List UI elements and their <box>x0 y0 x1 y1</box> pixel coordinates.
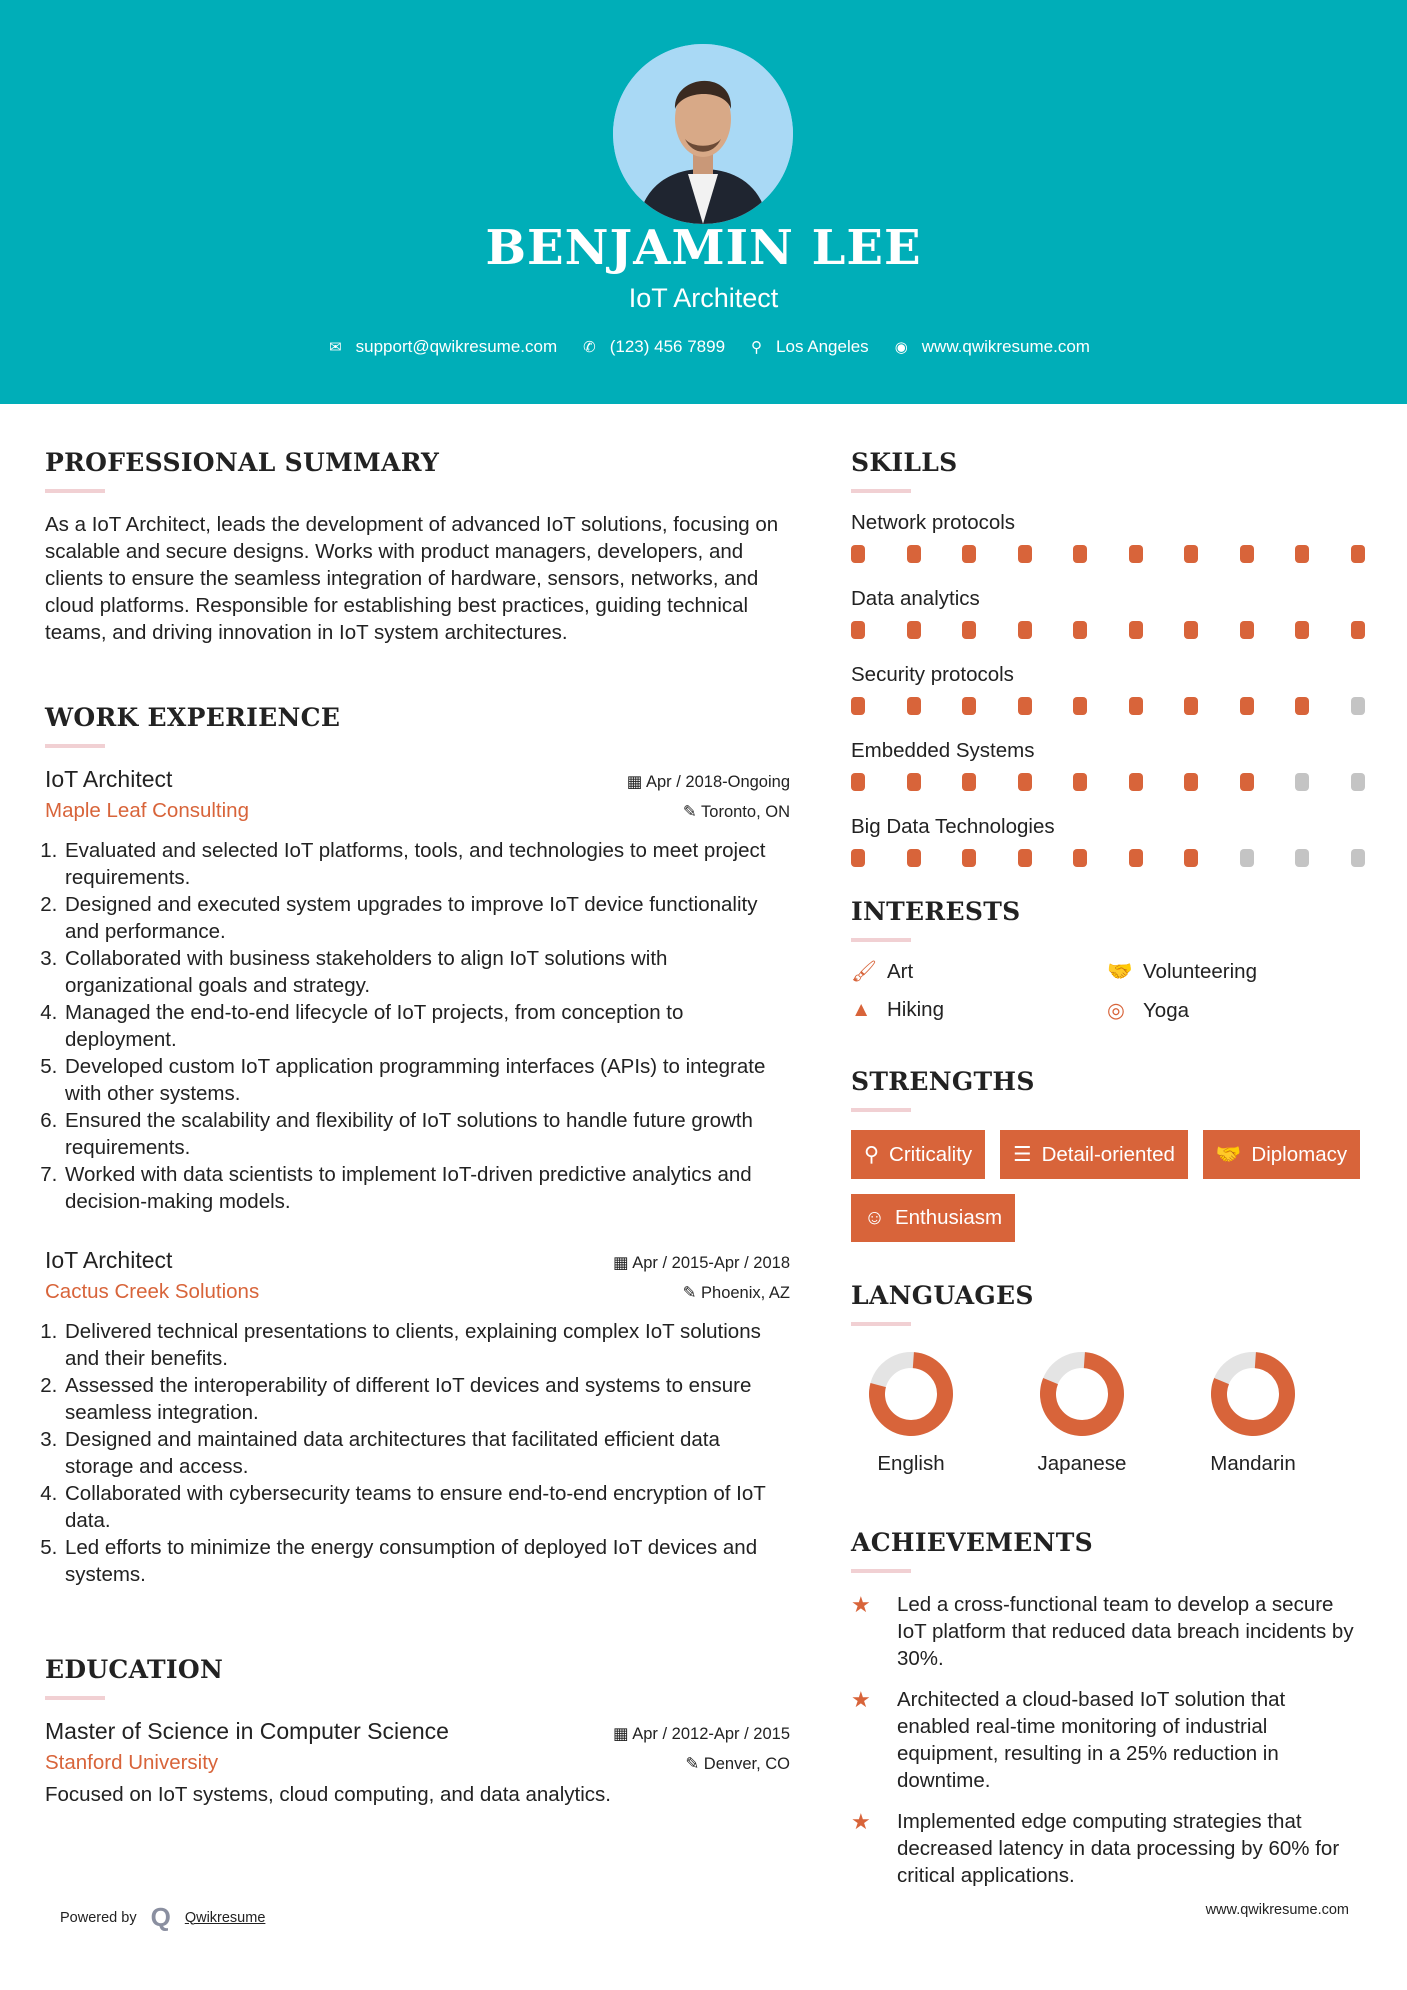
work-experience-section <box>45 703 790 1588</box>
title-underline <box>45 1696 105 1700</box>
star-icon: ★ <box>851 1592 871 1617</box>
job-bullet: 6. Ensured the scalability and flexibility of IoT solutions to handle future growth requirements. <box>63 1107 790 1161</box>
header <box>0 0 1407 404</box>
section-title: WORK EXPERIENCE <box>45 703 341 732</box>
map-pin-icon: ⚲ <box>751 339 763 356</box>
skill-dot-filled <box>851 545 865 563</box>
achievement-text: Architected a cloud-based IoT solution that enabled real-time monitoring of industrial equipment, resulting in a 25% reduction in downtime. <box>897 1688 1286 1792</box>
language-name: Mandarin <box>1210 1452 1296 1475</box>
skill-dot-filled <box>851 697 865 715</box>
skill-dot-empty <box>1295 849 1309 867</box>
skill-rating <box>851 545 1371 565</box>
phone-text: (123) 456 7899 <box>609 337 726 356</box>
skill-dot-empty <box>1351 849 1365 867</box>
skill-dot-filled <box>1073 773 1087 791</box>
skill-dot-filled <box>1240 545 1254 563</box>
star-icon: ★ <box>851 1809 871 1834</box>
job-bullets <box>45 1318 790 1588</box>
skill-name: Data analytics <box>851 587 980 610</box>
job-bullet: 2. Assessed the interoperability of different IoT devices and systems to ensure seamless integration. <box>63 1372 790 1426</box>
star-icon: ★ <box>851 1687 871 1712</box>
language-item <box>1193 1350 1364 1476</box>
title-underline <box>851 1108 911 1112</box>
achievement-text: Implemented edge computing strategies that decreased latency in data processing by 60% for critical applications. <box>897 1810 1340 1887</box>
section-title: EDUCATION <box>45 1655 224 1684</box>
skill-rating <box>851 773 1371 793</box>
job-bullets <box>45 837 790 1215</box>
section-title: SKILLS <box>851 448 958 477</box>
skill-dot-filled <box>1018 697 1032 715</box>
section-title: INTERESTS <box>851 897 1021 926</box>
skill-dot-filled <box>907 545 921 563</box>
skill-dot-filled <box>1129 697 1143 715</box>
interest-label: Volunteering <box>1143 960 1257 983</box>
language-donut <box>1209 1350 1297 1438</box>
education-location: Denver, CO <box>703 1755 790 1773</box>
section-title: STRENGTHS <box>851 1067 1035 1096</box>
language-name: English <box>877 1452 945 1475</box>
globe-icon: ◉ <box>894 339 908 356</box>
title-underline <box>851 938 911 942</box>
education-section <box>45 1655 790 1808</box>
interest-item <box>851 998 1107 1023</box>
contact-bar <box>0 337 1407 357</box>
skill-dot-filled <box>1295 545 1309 563</box>
pin-icon: ✎ <box>682 803 702 821</box>
skill-dot-filled <box>1295 697 1309 715</box>
skill-dot-filled <box>962 621 976 639</box>
skill-dot-filled <box>1018 773 1032 791</box>
skill-dot-filled <box>1295 621 1309 639</box>
skill-dot-filled <box>1129 773 1143 791</box>
title-underline <box>45 744 105 748</box>
calendar-icon: ▦ <box>612 1254 633 1272</box>
skill-dot-empty <box>1240 849 1254 867</box>
website-link[interactable]: www.qwikresume.com <box>921 337 1090 356</box>
language-donut <box>1038 1350 1126 1438</box>
achievement-item <box>851 1808 1361 1889</box>
interest-item <box>851 960 1107 984</box>
degree: Master of Science in Computer Science <box>45 1718 449 1744</box>
skill-dot-filled <box>907 621 921 639</box>
achievements-section <box>851 1528 1361 1903</box>
skill-dot-filled <box>907 849 921 867</box>
interests-section <box>851 897 1371 1023</box>
search-icon: ⚲ <box>864 1143 880 1166</box>
section-title: ACHIEVEMENTS <box>851 1528 1093 1557</box>
skill-rating <box>851 697 1371 717</box>
skill-dot-filled <box>907 773 921 791</box>
section-title: PROFESSIONAL SUMMARY <box>45 448 440 477</box>
achievement-item <box>851 1591 1361 1672</box>
skill-dot-filled <box>1073 697 1087 715</box>
job-location: Toronto, ON <box>701 803 790 821</box>
skill-dot-filled <box>1184 773 1198 791</box>
title-underline <box>851 1569 911 1573</box>
strength-label: Enthusiasm <box>894 1206 1003 1229</box>
candidate-title: IoT Architect <box>628 283 779 313</box>
language-name: Japanese <box>1037 1452 1127 1475</box>
skill-rating <box>851 621 1371 641</box>
skill-dot-filled <box>1129 545 1143 563</box>
job-bullet: 1. Delivered technical presentations to clients, explaining complex IoT solutions and their benefits. <box>63 1318 790 1372</box>
candidate-name: BENJAMIN LEE <box>485 220 922 276</box>
skill-dot-filled <box>1184 545 1198 563</box>
skill-dot-filled <box>962 849 976 867</box>
job-bullet: 3. Designed and maintained data architectures that facilitated efficient data storage and access. <box>63 1426 790 1480</box>
title-underline <box>851 489 911 493</box>
job-dates: Apr / 2015-Apr / 2018 <box>632 1254 790 1272</box>
skill-name: Big Data Technologies <box>851 815 1055 838</box>
achievement-item <box>851 1686 1361 1794</box>
footer-powered-by <box>60 1902 265 1933</box>
skill-dot-empty <box>1295 773 1309 791</box>
paintbrush-icon: 🖌 <box>851 960 878 983</box>
skill-dot-filled <box>1018 545 1032 563</box>
education-dates: Apr / 2012-Apr / 2015 <box>632 1725 790 1743</box>
calendar-icon: ▦ <box>612 1725 633 1743</box>
strength-tag <box>851 1130 985 1179</box>
calendar-icon: ▦ <box>626 773 646 791</box>
skill-dot-filled <box>1073 545 1087 563</box>
skill-name: Embedded Systems <box>851 739 1035 762</box>
job-bullet: 7. Worked with data scientists to implement IoT-driven predictive analytics and decision-making models. <box>63 1161 790 1215</box>
skill-dot-filled <box>1240 697 1254 715</box>
pin-icon: ✎ <box>682 1284 702 1302</box>
skill-dot-filled <box>962 545 976 563</box>
job-bullet: 5. Led efforts to minimize the energy consumption of deployed IoT devices and systems. <box>63 1534 790 1588</box>
title-underline <box>851 1322 911 1326</box>
achievement-text: Led a cross-functional team to develop a secure IoT platform that reduced data breach incidents by 30%. <box>897 1593 1354 1670</box>
strength-label: Criticality <box>889 1142 973 1166</box>
job-entry <box>45 766 790 1215</box>
skills-section <box>851 448 1371 891</box>
tree-icon: ▲ <box>851 998 872 1021</box>
skill-dot-filled <box>851 849 865 867</box>
skill-dot-filled <box>907 697 921 715</box>
skill-dot-filled <box>1073 621 1087 639</box>
email-link[interactable]: support@qwikresume.com <box>355 337 558 356</box>
job-bullet: 3. Collaborated with business stakeholders to align IoT solutions with organizational goals and strategy. <box>63 945 790 999</box>
job-dates: Apr / 2018-Ongoing <box>645 773 790 791</box>
job-bullet: 4. Managed the end-to-end lifecycle of IoT projects, from conception to deployment. <box>63 999 790 1053</box>
strength-tag <box>851 1194 1015 1242</box>
skill-dot-filled <box>962 773 976 791</box>
job-location: Phoenix, AZ <box>701 1284 790 1302</box>
phone-icon: ✆ <box>583 339 596 356</box>
skill-name: Network protocols <box>851 511 1016 534</box>
job-bullet: 5. Developed custom IoT application programming interfaces (APIs) to integrate with other systems. <box>63 1053 790 1107</box>
interest-item <box>1107 960 1357 984</box>
school: Stanford University <box>45 1751 219 1774</box>
skill-dot-filled <box>1351 621 1365 639</box>
footer-website[interactable]: www.qwikresume.com <box>1205 1902 1349 1918</box>
strength-label: Detail-oriented <box>1041 1142 1175 1166</box>
skill-dot-filled <box>1129 849 1143 867</box>
language-item <box>851 1350 1022 1476</box>
strengths-section <box>851 1067 1371 1242</box>
company-name: Maple Leaf Consulting <box>45 799 249 822</box>
skill-dot-empty <box>1351 773 1365 791</box>
strength-tag <box>1203 1130 1360 1179</box>
job-entry <box>45 1247 790 1588</box>
lifering-icon: ◎ <box>1107 999 1125 1022</box>
powered-by-text: Powered by <box>60 1909 137 1926</box>
handshake-icon: 🤝 <box>1107 960 1133 983</box>
job-bullet: 2. Designed and executed system upgrades to improve IoT device functionality and performance. <box>63 891 790 945</box>
qwikresume-logo-icon: Q <box>150 1902 171 1932</box>
list-icon: ☰ <box>1013 1143 1032 1166</box>
smile-icon: ☺ <box>864 1206 885 1229</box>
handshake-icon: 🤝 <box>1215 1142 1242 1166</box>
job-role: IoT Architect <box>45 766 173 792</box>
skill-dot-filled <box>1129 621 1143 639</box>
skill-name: Security protocols <box>851 663 1014 686</box>
interest-item <box>1107 998 1357 1023</box>
skill-dot-filled <box>1018 849 1032 867</box>
qwikresume-link[interactable]: Qwikresume <box>184 1909 266 1926</box>
envelope-icon: ✉ <box>329 339 342 356</box>
pin-icon: ✎ <box>685 1755 704 1773</box>
skill-dot-filled <box>1184 849 1198 867</box>
strength-label: Diplomacy <box>1251 1142 1348 1166</box>
job-bullet: 4. Collaborated with cybersecurity teams to ensure end-to-end encryption of IoT data. <box>63 1480 790 1534</box>
skill-dot-filled <box>1184 621 1198 639</box>
profile-photo <box>613 44 793 224</box>
strength-tag <box>1000 1130 1188 1179</box>
section-title: LANGUAGES <box>851 1281 1034 1310</box>
skill-dot-filled <box>962 697 976 715</box>
skill-dot-filled <box>1351 545 1365 563</box>
language-item <box>1022 1350 1193 1476</box>
title-underline <box>45 489 105 493</box>
skill-dot-filled <box>851 621 865 639</box>
language-donut <box>867 1350 955 1438</box>
interest-label: Hiking <box>887 998 944 1021</box>
education-description: Focused on IoT systems, cloud computing, and data analytics. <box>45 1783 611 1806</box>
skill-dot-filled <box>1240 773 1254 791</box>
summary-section <box>45 448 790 646</box>
skill-dot-filled <box>851 773 865 791</box>
interest-label: Art <box>887 960 914 983</box>
skill-dot-empty <box>1351 697 1365 715</box>
skill-dot-filled <box>1240 621 1254 639</box>
job-bullet: 1. Evaluated and selected IoT platforms, tools, and technologies to meet project requirements. <box>63 837 790 891</box>
skill-rating <box>851 849 1371 869</box>
skill-dot-filled <box>1018 621 1032 639</box>
interest-label: Yoga <box>1143 999 1189 1022</box>
summary-text: As a IoT Architect, leads the development of advanced IoT solutions, focusing on scalable and secure designs. Works with product managers, developers, and clients to ensure the seamless integration of hardware, sensors, networks, and cloud platforms. Responsible for establishing best practices, guiding technical teams, and driving innovation in IoT system architectures. <box>45 513 779 644</box>
job-role: IoT Architect <box>45 1247 173 1273</box>
skill-dot-filled <box>1073 849 1087 867</box>
skill-dot-filled <box>1184 697 1198 715</box>
languages-section <box>851 1281 1371 1476</box>
location-text: Los Angeles <box>776 337 869 356</box>
company-name: Cactus Creek Solutions <box>45 1280 260 1303</box>
